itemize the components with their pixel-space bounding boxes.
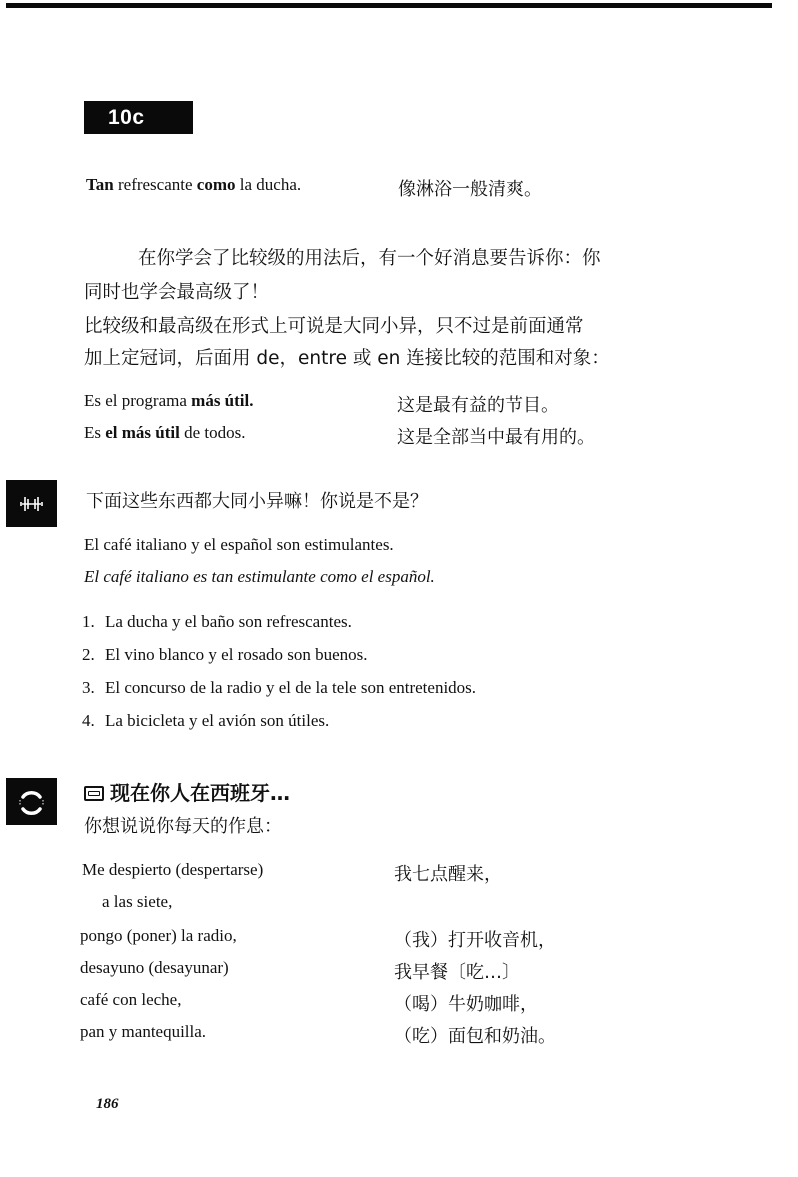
routine-es: pongo (poner) la radio, xyxy=(80,926,237,945)
routine-es: desayuno (desayunar) xyxy=(80,958,229,977)
routine-zh: 我七点醒来， xyxy=(394,864,502,885)
exercise-model-answer: El café italiano es tan estimulante como el español. xyxy=(84,567,435,586)
exercise-item xyxy=(82,711,329,731)
routine-zh: （喝）牛奶咖啡， xyxy=(394,994,538,1015)
exercise-item-text: La bicicleta y el avión son útiles. xyxy=(105,711,330,730)
example-1-es: Es el programa más útil. xyxy=(84,391,254,410)
routine-es: pan y mantequilla. xyxy=(80,1022,207,1041)
cassette-tape-icon xyxy=(84,786,104,801)
exercise-item xyxy=(82,678,476,698)
exercise-item-text: El concurso de la radio y el de la tele son entretenidos. xyxy=(105,678,477,697)
listening-side-block xyxy=(6,778,57,825)
exercise-instruction: 下面这些东西都大同小异嘛！你说是不是？ xyxy=(86,491,428,512)
routine-es: a las siete, xyxy=(102,892,173,911)
exercise-side-block xyxy=(6,480,57,527)
example-2-es: Es el más útil de todos. xyxy=(84,423,246,442)
routine-zh: （我）打开收音机， xyxy=(394,930,556,951)
explanation-line-2: 同时也学会最高级了！ xyxy=(84,282,270,303)
exercise-item-number: 2. xyxy=(82,645,95,664)
routine-zh: （吃）面包和奶油。 xyxy=(394,1026,556,1047)
exercise-item-number: 3. xyxy=(82,678,95,697)
explanation-line-4: 加上定冠词，后面用 de，entre 或 en 连接比较的范围和对象： xyxy=(84,348,610,369)
explanation-line-3: 比较级和最高级在形式上可说是大同小异，只不过是前面通常 xyxy=(84,316,584,337)
exercise-model-prompt: El café italiano y el español son estimulantes. xyxy=(84,535,394,554)
routine-es: Me despierto (despertarse) xyxy=(82,860,264,879)
top-rule xyxy=(6,3,772,8)
listening-heading: 现在你人在西班牙… xyxy=(84,777,290,806)
exercise-item xyxy=(82,612,352,632)
exercise-item-number: 1. xyxy=(82,612,95,631)
exercise-item-text: La ducha y el baño son refrescantes. xyxy=(105,612,352,631)
exercise-item-number: 4. xyxy=(82,711,95,730)
routine-es: café con leche, xyxy=(80,990,182,1009)
page-number: 186 xyxy=(96,1096,119,1112)
explanation-line-1: 在你学会了比较级的用法后，有一个好消息要告诉你：你 xyxy=(138,248,601,269)
intro-bold-tan: Tan xyxy=(86,175,114,194)
example-2-zh: 这是全部当中最有用的。 xyxy=(397,427,595,448)
listening-subheading: 你想说说你每天的作息： xyxy=(84,816,282,837)
routine-zh: 我早餐〔吃…〕 xyxy=(394,962,520,983)
dumbbell-icon xyxy=(6,480,57,527)
intro-example-zh: 像淋浴一般清爽。 xyxy=(398,179,542,200)
section-label: 10c xyxy=(108,106,145,129)
intro-example-es: Tan refrescante como la ducha. xyxy=(86,175,302,194)
intro-bold-como: como xyxy=(196,175,236,194)
exercise-item xyxy=(82,645,368,665)
section-badge xyxy=(84,101,193,134)
example-1-zh: 这是最有益的节目。 xyxy=(397,395,559,416)
headphones-icon xyxy=(6,778,57,825)
exercise-item-text: El vino blanco y el rosado son buenos. xyxy=(105,645,368,664)
